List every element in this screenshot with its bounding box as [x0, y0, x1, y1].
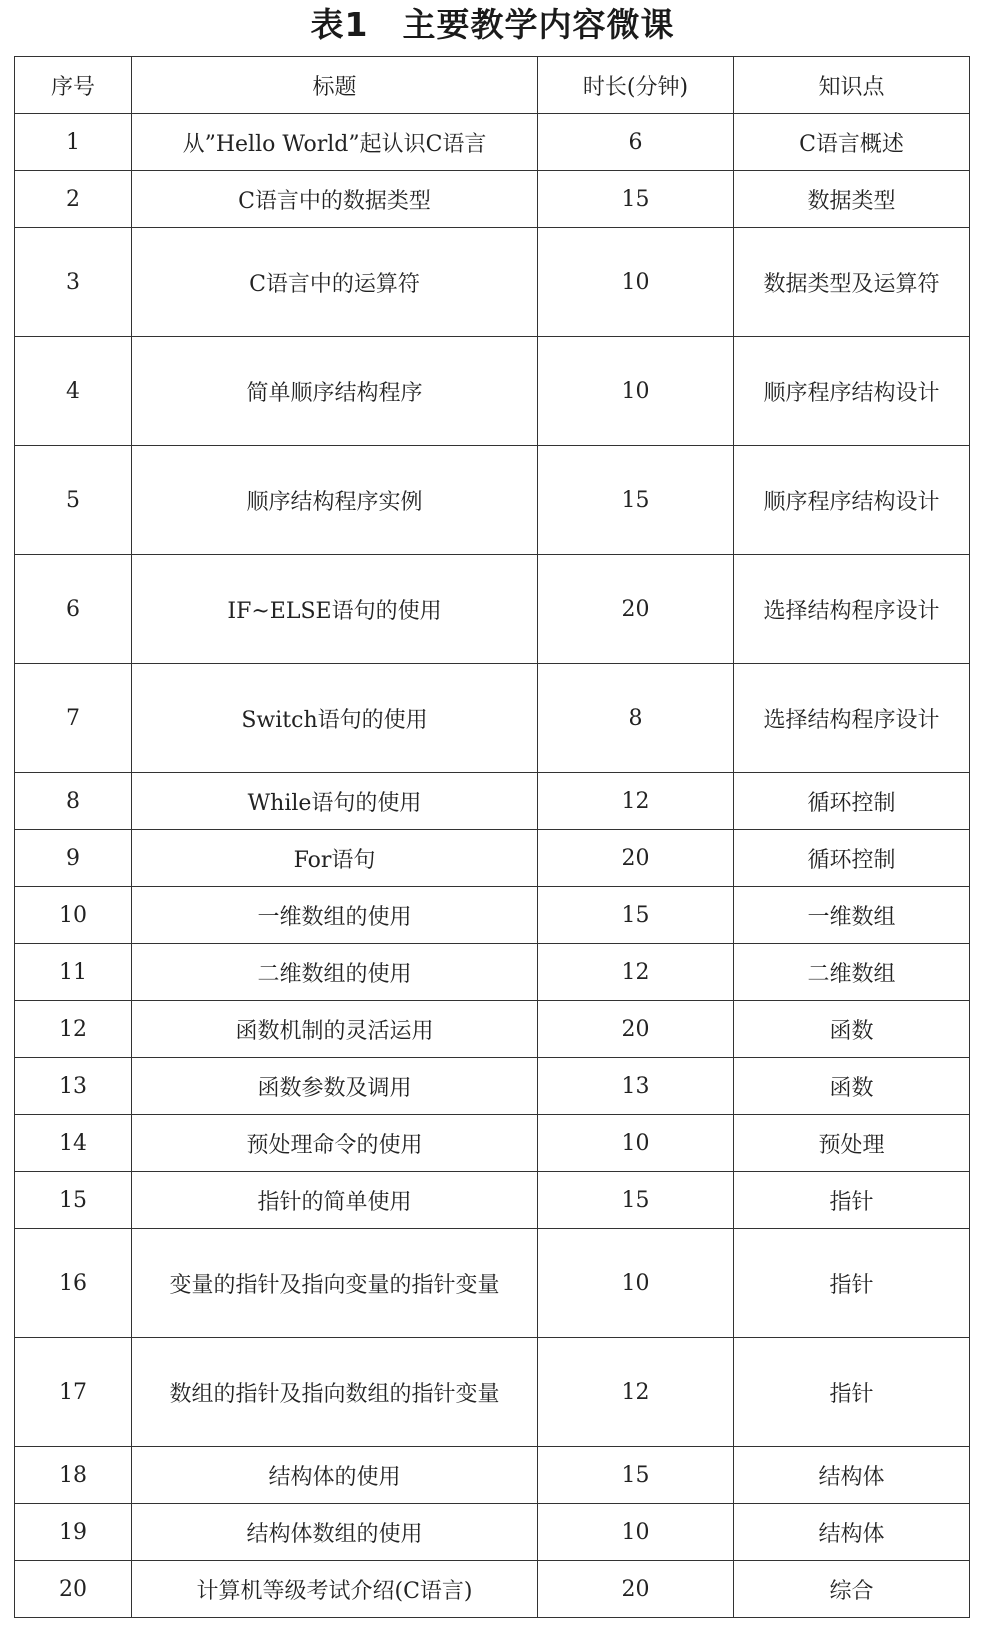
cell-topic: 数据类型及运算符 [734, 228, 970, 337]
cell-no: 9 [15, 830, 132, 887]
cell-duration: 20 [538, 1561, 734, 1618]
cell-duration: 12 [538, 944, 734, 1001]
table-row [15, 114, 970, 171]
cell-topic: 结构体 [734, 1447, 970, 1504]
table-row [15, 171, 970, 228]
cell-title: 简单顺序结构程序 [132, 337, 538, 446]
cell-topic: 数据类型 [734, 171, 970, 228]
cell-duration: 6 [538, 114, 734, 171]
cell-title: 计算机等级考试介绍(C语言) [132, 1561, 538, 1618]
table-header-row [15, 57, 970, 114]
cell-topic: 一维数组 [734, 887, 970, 944]
cell-title: 函数参数及调用 [132, 1058, 538, 1115]
cell-duration: 10 [538, 1115, 734, 1172]
table-row [15, 555, 970, 664]
cell-topic: 顺序程序结构设计 [734, 337, 970, 446]
cell-duration: 15 [538, 1447, 734, 1504]
cell-topic: 综合 [734, 1561, 970, 1618]
cell-no: 11 [15, 944, 132, 1001]
courses-table [14, 56, 970, 1618]
cell-title: 一维数组的使用 [132, 887, 538, 944]
cell-duration: 12 [538, 773, 734, 830]
cell-no: 8 [15, 773, 132, 830]
cell-title: Switch语句的使用 [132, 664, 538, 773]
table-row [15, 1504, 970, 1561]
cell-title: 结构体数组的使用 [132, 1504, 538, 1561]
table-row [15, 887, 970, 944]
cell-no: 7 [15, 664, 132, 773]
cell-no: 10 [15, 887, 132, 944]
header-duration: 时长(分钟) [538, 57, 734, 114]
cell-title: 数组的指针及指向数组的指针变量 [132, 1338, 538, 1447]
cell-topic: 预处理 [734, 1115, 970, 1172]
table-row [15, 830, 970, 887]
table-row [15, 446, 970, 555]
cell-title: 二维数组的使用 [132, 944, 538, 1001]
table-row [15, 337, 970, 446]
cell-title: 从”Hello World”起认识C语言 [132, 114, 538, 171]
cell-topic: 函数 [734, 1001, 970, 1058]
cell-topic: 指针 [734, 1172, 970, 1229]
cell-title: C语言中的运算符 [132, 228, 538, 337]
cell-title: IF~ELSE语句的使用 [132, 555, 538, 664]
cell-duration: 8 [538, 664, 734, 773]
cell-title: 函数机制的灵活运用 [132, 1001, 538, 1058]
table-row [15, 664, 970, 773]
table-row [15, 1058, 970, 1115]
table-row [15, 1561, 970, 1618]
cell-title: 变量的指针及指向变量的指针变量 [132, 1229, 538, 1338]
cell-no: 18 [15, 1447, 132, 1504]
cell-no: 17 [15, 1338, 132, 1447]
cell-no: 16 [15, 1229, 132, 1338]
cell-duration: 20 [538, 830, 734, 887]
cell-duration: 10 [538, 228, 734, 337]
cell-no: 1 [15, 114, 132, 171]
table-row [15, 1338, 970, 1447]
cell-no: 4 [15, 337, 132, 446]
header-no: 序号 [15, 57, 132, 114]
table-body [15, 114, 970, 1618]
cell-no: 3 [15, 228, 132, 337]
table-row [15, 1172, 970, 1229]
table-row [15, 1001, 970, 1058]
cell-topic: C语言概述 [734, 114, 970, 171]
table-row [15, 944, 970, 1001]
cell-duration: 15 [538, 887, 734, 944]
cell-duration: 10 [538, 1229, 734, 1338]
table-row [15, 773, 970, 830]
cell-duration: 15 [538, 171, 734, 228]
cell-no: 13 [15, 1058, 132, 1115]
cell-duration: 10 [538, 337, 734, 446]
cell-no: 20 [15, 1561, 132, 1618]
cell-topic: 指针 [734, 1229, 970, 1338]
cell-topic: 选择结构程序设计 [734, 555, 970, 664]
cell-topic: 函数 [734, 1058, 970, 1115]
cell-topic: 循环控制 [734, 830, 970, 887]
table-title: 表1 主要教学内容微课 [310, 5, 675, 44]
cell-title: 结构体的使用 [132, 1447, 538, 1504]
cell-title: 指针的简单使用 [132, 1172, 538, 1229]
table-row [15, 1229, 970, 1338]
table-row [15, 1447, 970, 1504]
cell-duration: 15 [538, 1172, 734, 1229]
table-row [15, 1115, 970, 1172]
cell-no: 2 [15, 171, 132, 228]
cell-duration: 20 [538, 1001, 734, 1058]
cell-title: 顺序结构程序实例 [132, 446, 538, 555]
cell-duration: 15 [538, 446, 734, 555]
cell-no: 5 [15, 446, 132, 555]
cell-topic: 结构体 [734, 1504, 970, 1561]
cell-topic: 循环控制 [734, 773, 970, 830]
cell-duration: 10 [538, 1504, 734, 1561]
cell-no: 6 [15, 555, 132, 664]
cell-duration: 13 [538, 1058, 734, 1115]
cell-no: 14 [15, 1115, 132, 1172]
cell-title: 预处理命令的使用 [132, 1115, 538, 1172]
cell-duration: 20 [538, 555, 734, 664]
cell-duration: 12 [538, 1338, 734, 1447]
cell-no: 19 [15, 1504, 132, 1561]
header-topic: 知识点 [734, 57, 970, 114]
cell-title: C语言中的数据类型 [132, 171, 538, 228]
cell-topic: 顺序程序结构设计 [734, 446, 970, 555]
cell-no: 15 [15, 1172, 132, 1229]
header-title: 标题 [132, 57, 538, 114]
cell-no: 12 [15, 1001, 132, 1058]
cell-topic: 指针 [734, 1338, 970, 1447]
cell-topic: 二维数组 [734, 944, 970, 1001]
table-row [15, 228, 970, 337]
cell-title: While语句的使用 [132, 773, 538, 830]
cell-title: For语句 [132, 830, 538, 887]
cell-topic: 选择结构程序设计 [734, 664, 970, 773]
